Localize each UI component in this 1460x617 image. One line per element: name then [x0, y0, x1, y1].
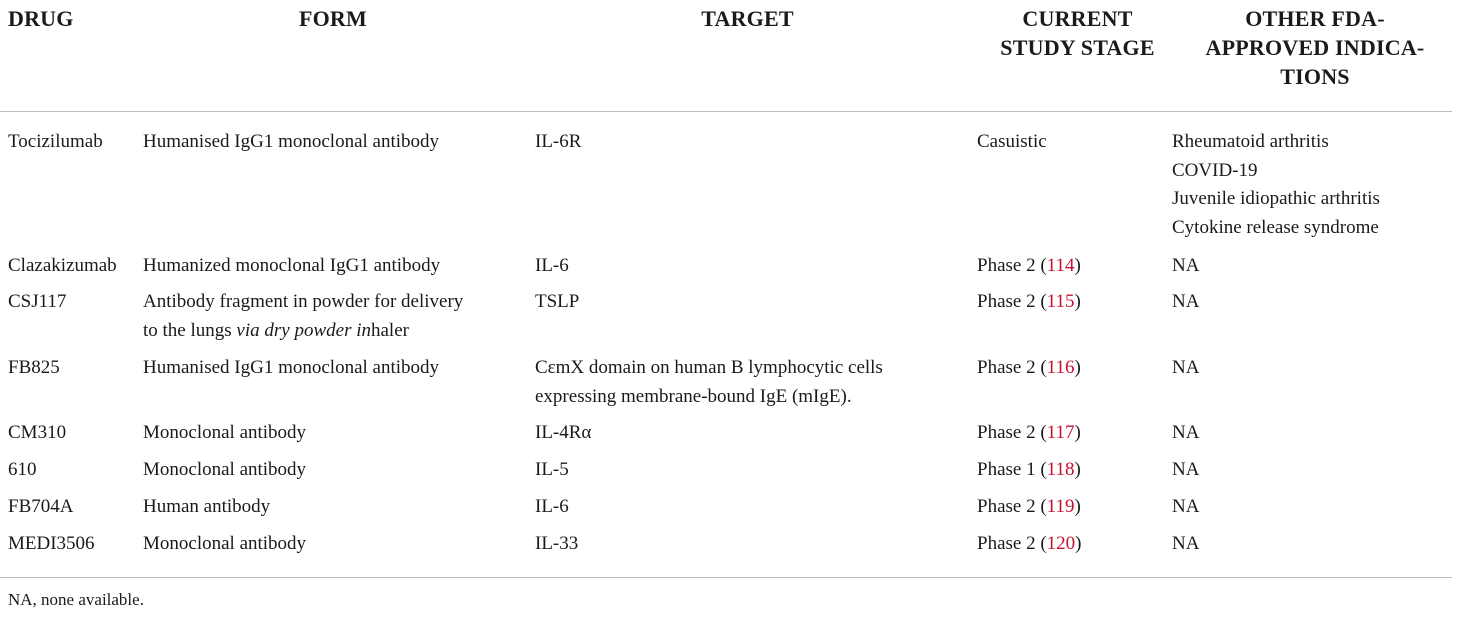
cell-target: IL-5	[535, 459, 569, 480]
cell-form: Human antibody	[143, 496, 271, 517]
indication-item: Juvenile idiopathic arthritis	[1172, 188, 1380, 209]
form-line-2	[143, 317, 463, 346]
cell-drug: CSJ117	[8, 291, 67, 312]
cell-stage	[977, 252, 1081, 281]
cell-stage	[977, 288, 1081, 317]
cell-other-indications: NA	[1172, 422, 1200, 443]
table-footnote: NA, none available.	[8, 590, 144, 609]
header-other-indications	[1180, 4, 1450, 91]
indication-item: Cytokine release syndrome	[1172, 216, 1379, 238]
cell-other-indications: NA	[1172, 255, 1200, 276]
stage-text-suffix: )	[1074, 422, 1081, 443]
stage-text: Phase 2 (	[977, 496, 1047, 517]
cell-stage	[977, 419, 1081, 448]
header-other-line-1: OTHER FDA-	[1245, 6, 1385, 31]
reference-link[interactable]: 115	[1046, 291, 1075, 312]
stage-text: Phase 2 (	[977, 357, 1047, 378]
cell-target: IL-33	[535, 533, 579, 554]
reference-link[interactable]: 114	[1046, 255, 1075, 276]
cell-target: TSLP	[535, 291, 580, 312]
header-divider	[0, 111, 1452, 112]
cell-form	[143, 288, 463, 345]
reference-link[interactable]: 120	[1046, 533, 1076, 554]
header-other-line-3: TIONS	[1280, 64, 1350, 89]
cell-other-indications: NA	[1172, 533, 1200, 554]
stage-text-suffix: )	[1075, 533, 1082, 554]
stage-text: Phase 2 (	[977, 291, 1047, 312]
reference-link[interactable]: 117	[1046, 422, 1075, 443]
target-line-2: expressing membrane-bound IgE (mIgE).	[535, 385, 852, 407]
header-target-label: TARGET	[701, 6, 794, 31]
stage-text-suffix: )	[1074, 459, 1081, 480]
header-form	[143, 4, 523, 33]
cell-target: IL-6	[535, 496, 569, 517]
cell-target: IL-4Rα	[535, 422, 592, 443]
cell-drug: FB825	[8, 357, 60, 378]
form-line-2-italic: via dry powder in	[236, 319, 371, 341]
cell-drug: MEDI3506	[8, 533, 95, 554]
form-line-2-end: haler	[371, 319, 409, 341]
form-line-1: Antibody fragment in powder for delivery	[143, 291, 464, 312]
header-target	[535, 4, 960, 33]
cell-form: Humanized monoclonal IgG1 antibody	[143, 255, 441, 276]
header-other-line-2: APPROVED INDICA-	[1205, 35, 1425, 60]
header-stage-line-2: STUDY STAGE	[1000, 35, 1155, 60]
form-line-2-start: to the lungs	[143, 319, 237, 341]
cell-form: Humanised IgG1 monoclonal antibody	[143, 131, 440, 152]
header-stage-line-1: CURRENT	[1022, 6, 1133, 31]
table-bottom-divider	[0, 577, 1452, 578]
cell-form: Monoclonal antibody	[143, 422, 307, 443]
cell-form: Humanised IgG1 monoclonal antibody	[143, 357, 440, 378]
stage-text-suffix: )	[1074, 291, 1081, 312]
cell-other-indications: NA	[1172, 291, 1200, 312]
cell-form: Monoclonal antibody	[143, 533, 307, 554]
cell-other-indications: NA	[1172, 459, 1200, 480]
stage-text: Phase 2 (	[977, 533, 1047, 554]
cell-stage	[977, 493, 1081, 522]
stage-text-suffix: )	[1074, 357, 1081, 378]
cell-stage	[977, 456, 1081, 485]
cell-other-indications	[1172, 128, 1380, 242]
reference-link[interactable]: 116	[1046, 357, 1075, 378]
cell-drug: 610	[8, 459, 37, 480]
header-form-label: FORM	[298, 6, 367, 31]
cell-target	[535, 354, 883, 411]
reference-link[interactable]: 119	[1046, 496, 1075, 517]
cell-stage	[977, 530, 1081, 559]
stage-text: Phase 2 (	[977, 255, 1047, 276]
reference-link[interactable]: 118	[1046, 459, 1075, 480]
indication-item: Rheumatoid arthritis	[1172, 131, 1329, 152]
cell-drug: Tocizilumab	[8, 131, 103, 152]
cell-stage	[977, 354, 1081, 383]
cell-drug: CM310	[8, 422, 67, 443]
cell-stage: Casuistic	[977, 131, 1047, 152]
cell-other-indications: NA	[1172, 496, 1200, 517]
cell-form: Monoclonal antibody	[143, 459, 307, 480]
stage-text-suffix: )	[1074, 255, 1081, 276]
header-drug	[8, 4, 74, 33]
cell-other-indications: NA	[1172, 357, 1200, 378]
indication-item: COVID-19	[1172, 159, 1258, 181]
cell-target: IL-6R	[535, 131, 582, 152]
stage-text-suffix: )	[1074, 496, 1081, 517]
cell-target: IL-6	[535, 255, 569, 276]
header-current-study-stage	[980, 4, 1175, 62]
cell-drug: FB704A	[8, 496, 74, 517]
target-line-1: CεmX domain on human B lymphocytic cells	[535, 357, 883, 378]
stage-text: Phase 2 (	[977, 422, 1047, 443]
header-drug-label: DRUG	[8, 6, 74, 31]
stage-text: Phase 1 (	[977, 459, 1047, 480]
cell-drug: Clazakizumab	[8, 255, 117, 276]
